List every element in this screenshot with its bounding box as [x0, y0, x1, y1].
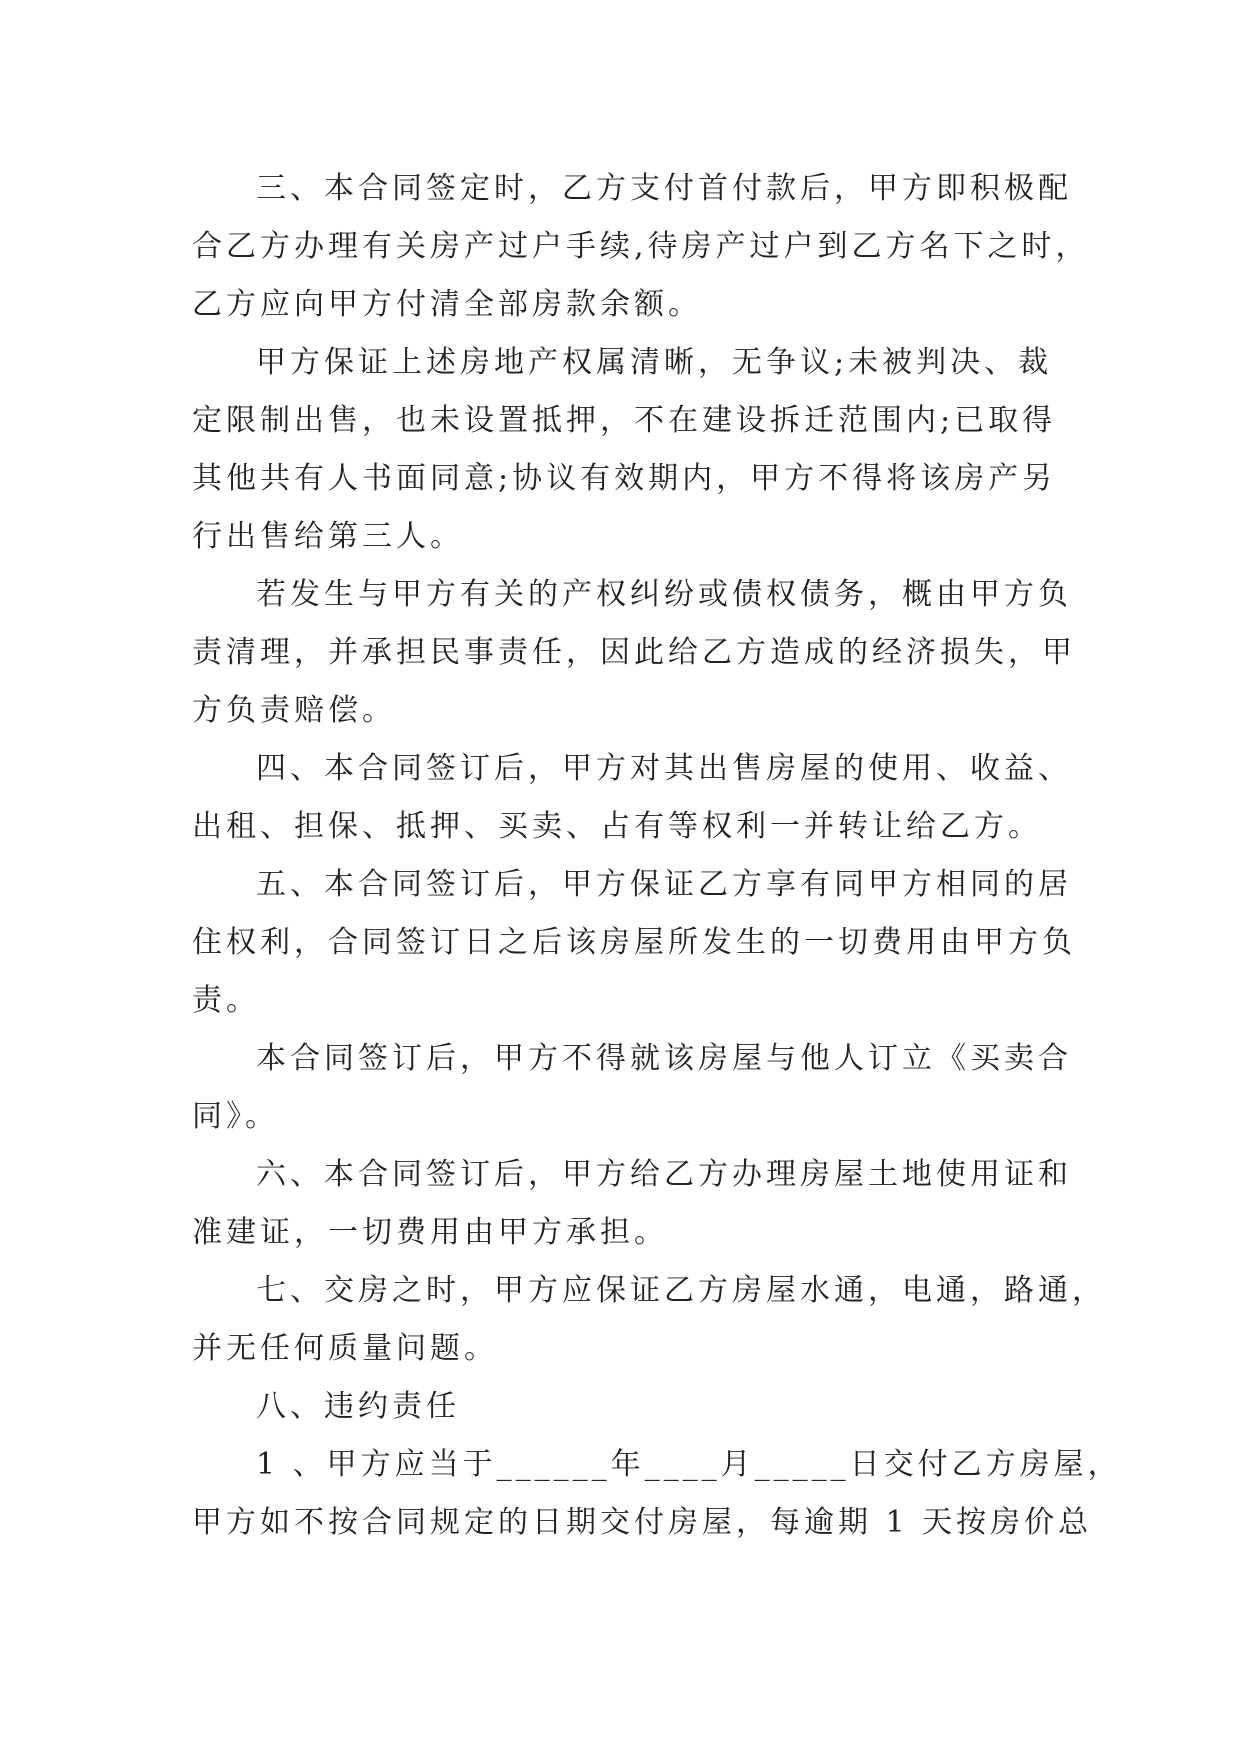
text-line: 本合同签订后，甲方不得就该房屋与他人订立《买卖合: [256, 1041, 1072, 1076]
text-line: 五、本合同签订后，甲方保证乙方享有同甲方相同的居: [256, 867, 1072, 902]
text-line: 准建证，一切费用由甲方承担。: [192, 1215, 668, 1250]
paragraph-seller-guarantee: [192, 334, 1072, 566]
text-line: 责。: [192, 983, 260, 1018]
text-line: 出租、担保、抵押、买卖、占有等权利一并转让给乙方。: [192, 809, 1042, 844]
paragraph-3-first-payment: [192, 160, 1090, 334]
text-line: 七、交房之时，甲方应保证乙方房屋水通，电通，路通，: [256, 1273, 1106, 1308]
text-line: 其他共有人书面同意;协议有效期内，甲方不得将该房产另: [192, 461, 1057, 496]
text-line: 三、本合同签定时，乙方支付首付款后，甲方即积极配: [256, 171, 1072, 206]
paragraph-7-handover: [192, 1262, 1106, 1378]
paragraph-8-1-delivery-date: [192, 1436, 1122, 1552]
text-line: 甲方如不按合同规定的日期交付房屋，每逾期 1 天按房价总: [192, 1505, 1093, 1540]
paragraph-4-rights-transfer: [192, 740, 1072, 856]
text-line: 1 、甲方应当于______年____月_____日交付乙方房屋，: [256, 1447, 1122, 1482]
text-line: 定限制出售，也未设置抵押，不在建设拆迁范围内;已取得: [192, 403, 1057, 438]
paragraph-5-residence-rights: [192, 856, 1076, 1030]
paragraph-dispute-liability: [192, 566, 1076, 740]
text-line: 甲方保证上述房地产权属清晰，无争议;未被判决、裁: [256, 345, 1053, 380]
text-line: 四、本合同签订后，甲方对其出售房屋的使用、收益、: [256, 751, 1072, 786]
text-line: 责清理，并承担民事责任，因此给乙方造成的经济损失，甲: [192, 635, 1076, 670]
text-line: 乙方应向甲方付清全部房款余额。: [192, 287, 702, 322]
paragraph-no-other-contract: [192, 1030, 1072, 1146]
section-heading: 八、违约责任: [256, 1389, 460, 1424]
text-line: 同》。: [192, 1099, 279, 1134]
section-heading-breach-liability: [192, 1378, 1072, 1436]
text-line: 六、本合同签订后，甲方给乙方办理房屋土地使用证和: [256, 1157, 1072, 1192]
text-line: 合乙方办理有关房产过户手续,待房产过户到乙方名下之时，: [192, 229, 1090, 264]
text-line: 行出售给第三人。: [192, 519, 464, 554]
text-line: 方负责赔偿。: [192, 693, 396, 728]
text-line: 并无任何质量问题。: [192, 1331, 498, 1366]
contract-body: [192, 160, 1122, 1552]
text-line: 若发生与甲方有关的产权纠纷或债权债务，概由甲方负: [256, 577, 1072, 612]
paragraph-6-certificates: [192, 1146, 1072, 1262]
text-line: 住权利，合同签订日之后该房屋所发生的一切费用由甲方负: [192, 925, 1076, 960]
